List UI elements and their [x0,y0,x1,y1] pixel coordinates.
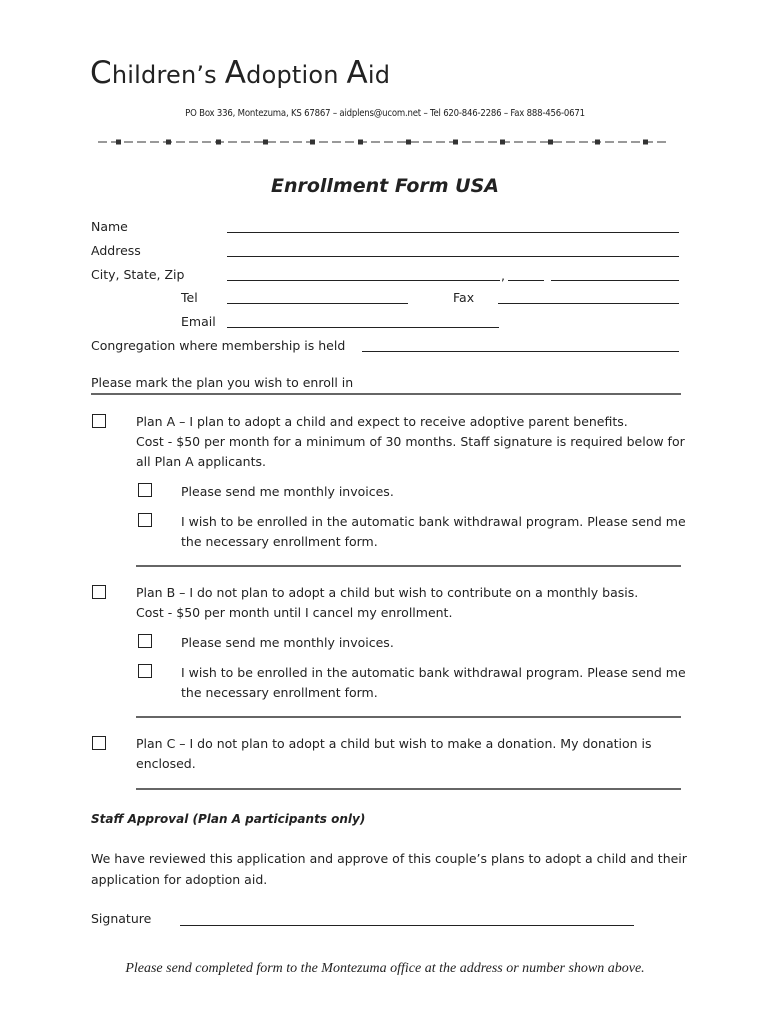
address-field[interactable] [227,256,679,257]
plan-c-line1: Plan C – I do not plan to adopt a child but wish to make a donation. My donation is [136,736,652,751]
contact-info: PO Box 336, Montezuma, KS 67867 – aidplens@ucom.net – Tel 620-846-2286 – Fax 888-456-0671 [185,108,585,119]
fax-field[interactable] [498,303,679,304]
congregation-field[interactable] [362,351,679,352]
plan-b-checkbox[interactable] [92,585,106,599]
decorative-divider [98,139,668,145]
email-label: Email [181,314,216,329]
name-field[interactable] [227,232,679,233]
org-title-part: doption [246,61,347,89]
state-field[interactable] [508,280,544,281]
plan-a-line2: Cost - $50 per month for a minimum of 30 months. Staff signature is required below for [136,434,685,449]
name-label: Name [91,219,128,234]
zip-field[interactable] [551,280,679,281]
plan-b-invoice-checkbox[interactable] [138,634,152,648]
form-title: Enrollment Form USA [270,175,500,197]
staff-approval-text-1: We have reviewed this application and approve of this couple’s plans to adopt a child and their [91,851,687,866]
email-field[interactable] [227,327,499,328]
city-state-zip-label: City, State, Zip [91,267,185,282]
org-title-part: hildren’s [111,61,225,89]
section-divider [91,393,681,395]
footer-note: Please send completed form to the Montezuma office at the address or number shown above. [125,961,645,976]
plan-a-bank-checkbox[interactable] [138,513,152,527]
org-title-part: id [367,61,391,89]
plan-b-divider [136,716,681,718]
plan-a-line1: Plan A – I plan to adopt a child and expect to receive adoptive parent benefits. [136,414,628,429]
tel-field[interactable] [227,303,408,304]
organization-title [90,55,390,91]
plan-b-line2: Cost - $50 per month until I cancel my enrollment. [136,605,453,620]
address-label: Address [91,243,141,258]
plan-a-checkbox[interactable] [92,414,106,428]
comma-separator: , [501,268,505,283]
staff-approval-text-2: application for adoption aid. [91,872,268,887]
plan-b-invoice-label: Please send me monthly invoices. [181,635,394,650]
plan-c-line2: enclosed. [136,756,196,771]
fax-label: Fax [453,290,475,305]
staff-approval-heading: Staff Approval (Plan A participants only) [91,812,366,826]
plan-a-bank-label-1: I wish to be enrolled in the automatic bank withdrawal program. Please send me [181,514,686,529]
plan-c-divider [136,788,681,790]
plan-b-line1: Plan B – I do not plan to adopt a child but wish to contribute on a monthly basis. [136,585,639,600]
plan-a-line3: all Plan A applicants. [136,454,266,469]
org-title-a: A [346,55,368,91]
plan-b-bank-checkbox[interactable] [138,664,152,678]
plan-a-divider [136,565,681,567]
plan-b-bank-label-2: the necessary enrollment form. [181,685,378,700]
tel-label: Tel [181,290,198,305]
signature-label: Signature [91,911,152,926]
org-title-c: C [90,55,112,91]
plan-a-invoice-label: Please send me monthly invoices. [181,484,394,499]
plan-a-bank-label-2: the necessary enrollment form. [181,534,378,549]
city-field[interactable] [227,280,500,281]
congregation-label: Congregation where membership is held [91,338,346,353]
org-title-a: A [224,55,247,91]
plan-b-bank-label-1: I wish to be enrolled in the automatic bank withdrawal program. Please send me [181,665,686,680]
plan-a-invoice-checkbox[interactable] [138,483,152,497]
plan-prompt: Please mark the plan you wish to enroll in [91,375,354,390]
signature-field[interactable] [180,925,634,926]
plan-c-checkbox[interactable] [92,736,106,750]
